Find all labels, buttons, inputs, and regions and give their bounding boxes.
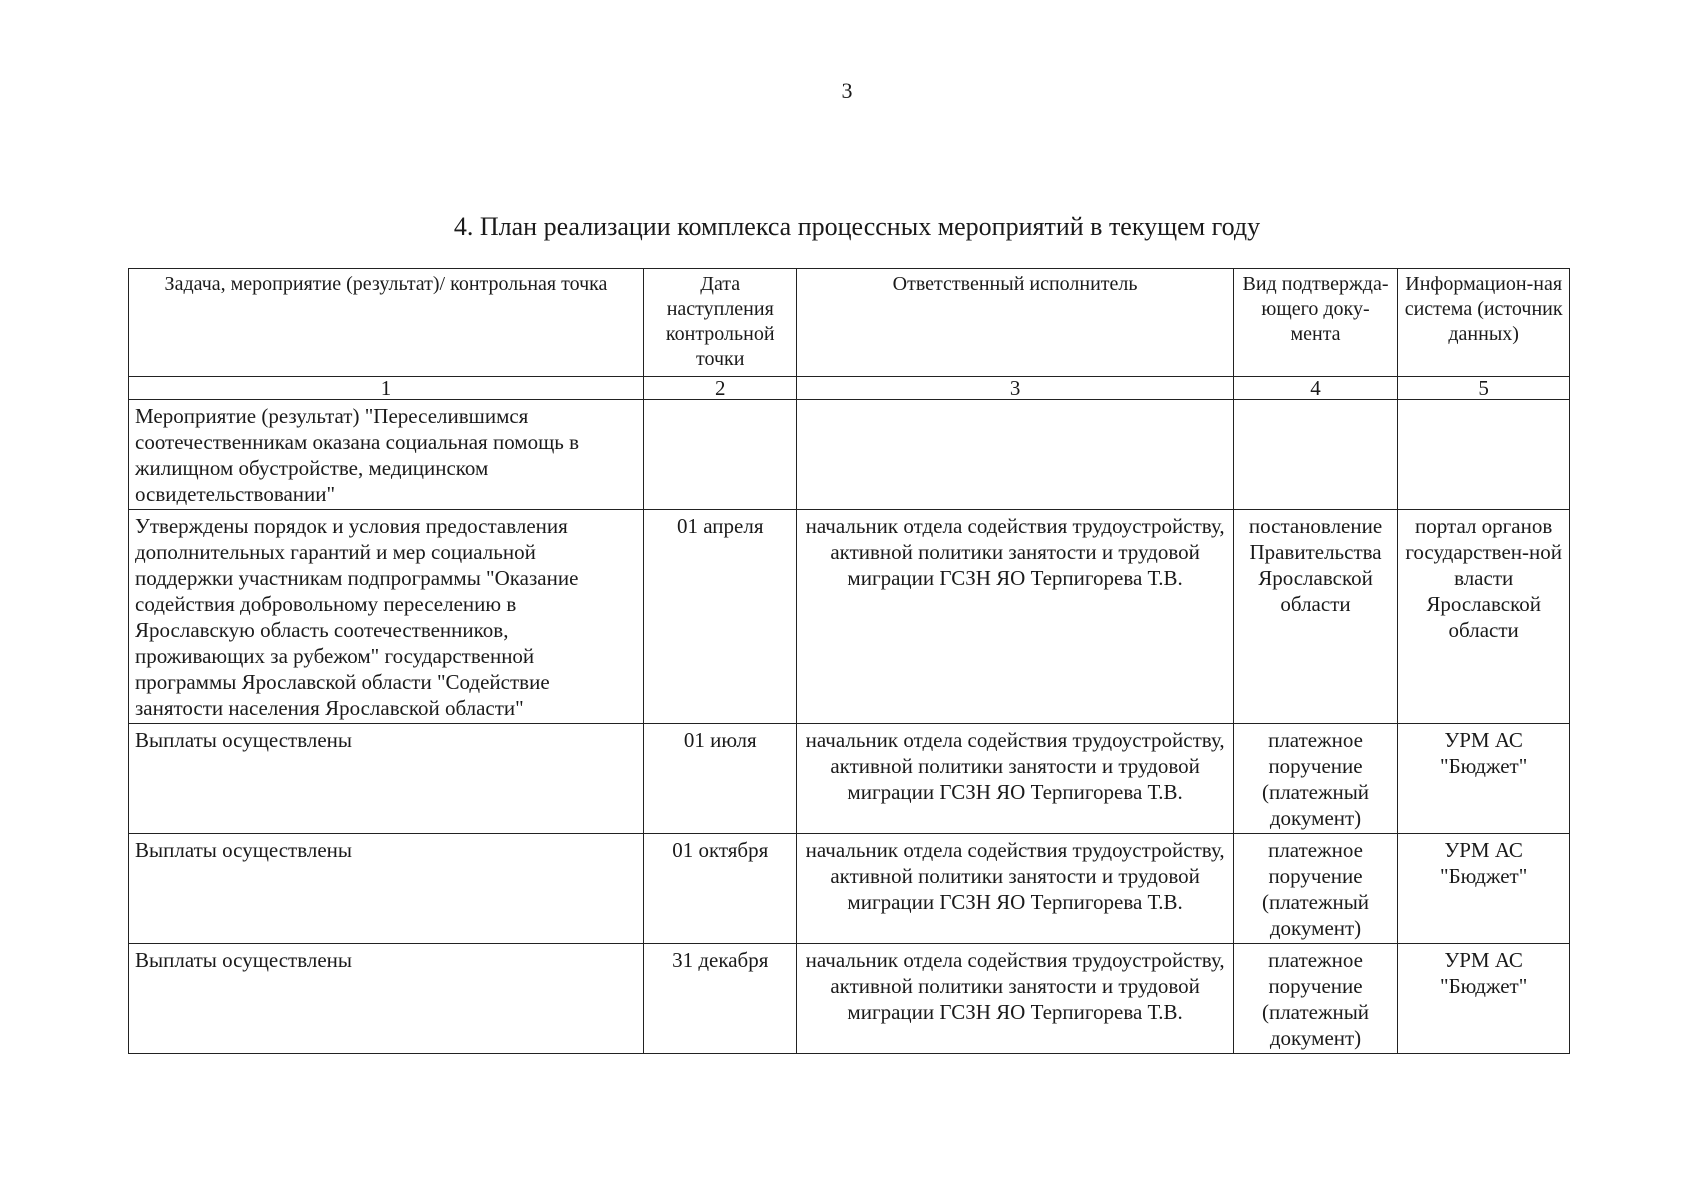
column-number: 5 bbox=[1398, 377, 1570, 400]
cell-date: 01 апреля bbox=[644, 510, 797, 724]
table-row bbox=[129, 510, 1570, 724]
table-row bbox=[129, 834, 1570, 944]
cell-responsible bbox=[797, 400, 1233, 510]
cell-date: 31 декабря bbox=[644, 944, 797, 1054]
cell-task: Мероприятие (результат) "Переселившимся соотечественникам оказана социальная помощь в жилищном обустройстве, медицинском освидетельствовании" bbox=[129, 400, 644, 510]
header-document: Вид подтвержда-ющего доку-мента bbox=[1233, 269, 1398, 377]
section-title: 4. План реализации комплекса процессных мероприятий в текущем году bbox=[453, 212, 1261, 241]
cell-responsible: начальник отдела содействия трудоустройству, активной политики занятости и трудовой миграции ГСЗН ЯО Терпигорева Т.В. bbox=[797, 724, 1233, 834]
cell-task: Выплаты осуществлены bbox=[129, 834, 644, 944]
header-task: Задача, мероприятие (результат)/ контрольная точка bbox=[129, 269, 644, 377]
cell-date: 01 июля bbox=[644, 724, 797, 834]
header-date: Дата наступления контрольной точки bbox=[644, 269, 797, 377]
cell-system: портал органов государствен-ной власти Ярославской области bbox=[1398, 510, 1570, 724]
page-number: 3 bbox=[841, 78, 853, 103]
cell-document: постановление Правительства Ярославской области bbox=[1233, 510, 1398, 724]
column-number: 4 bbox=[1233, 377, 1398, 400]
header-responsible: Ответственный исполнитель bbox=[797, 269, 1233, 377]
table-header-row bbox=[129, 269, 1570, 377]
plan-table bbox=[128, 268, 1570, 1054]
column-number: 1 bbox=[129, 377, 644, 400]
cell-task: Выплаты осуществлены bbox=[129, 724, 644, 834]
cell-document bbox=[1233, 400, 1398, 510]
cell-task: Выплаты осуществлены bbox=[129, 944, 644, 1054]
cell-system: УРМ АС "Бюджет" bbox=[1398, 724, 1570, 834]
cell-responsible: начальник отдела содействия трудоустройству, активной политики занятости и трудовой миграции ГСЗН ЯО Терпигорева Т.В. bbox=[797, 510, 1233, 724]
cell-date: 01 октября bbox=[644, 834, 797, 944]
cell-task: Утверждены порядок и условия предоставления дополнительных гарантий и мер социальной поддержки участникам подпрограммы "Оказание содействия добровольному переселению в Ярославскую область соотечественников, проживающих за рубежом" государственной программы Ярославской области "Содействие занятости населения Ярославской области" bbox=[129, 510, 644, 724]
cell-date bbox=[644, 400, 797, 510]
cell-document: платежное поручение (платежный документ) bbox=[1233, 834, 1398, 944]
cell-system: УРМ АС "Бюджет" bbox=[1398, 834, 1570, 944]
cell-system: УРМ АС "Бюджет" bbox=[1398, 944, 1570, 1054]
table-row bbox=[129, 724, 1570, 834]
cell-document: платежное поручение (платежный документ) bbox=[1233, 724, 1398, 834]
table-row bbox=[129, 400, 1570, 510]
cell-responsible: начальник отдела содействия трудоустройству, активной политики занятости и трудовой миграции ГСЗН ЯО Терпигорева Т.В. bbox=[797, 834, 1233, 944]
cell-system bbox=[1398, 400, 1570, 510]
table-row bbox=[129, 944, 1570, 1054]
column-number-row bbox=[129, 377, 1570, 400]
column-number: 3 bbox=[797, 377, 1233, 400]
header-system: Информацион-ная система (источник данных) bbox=[1398, 269, 1570, 377]
cell-document: платежное поручение (платежный документ) bbox=[1233, 944, 1398, 1054]
cell-responsible: начальник отдела содействия трудоустройству, активной политики занятости и трудовой миграции ГСЗН ЯО Терпигорева Т.В. bbox=[797, 944, 1233, 1054]
column-number: 2 bbox=[644, 377, 797, 400]
